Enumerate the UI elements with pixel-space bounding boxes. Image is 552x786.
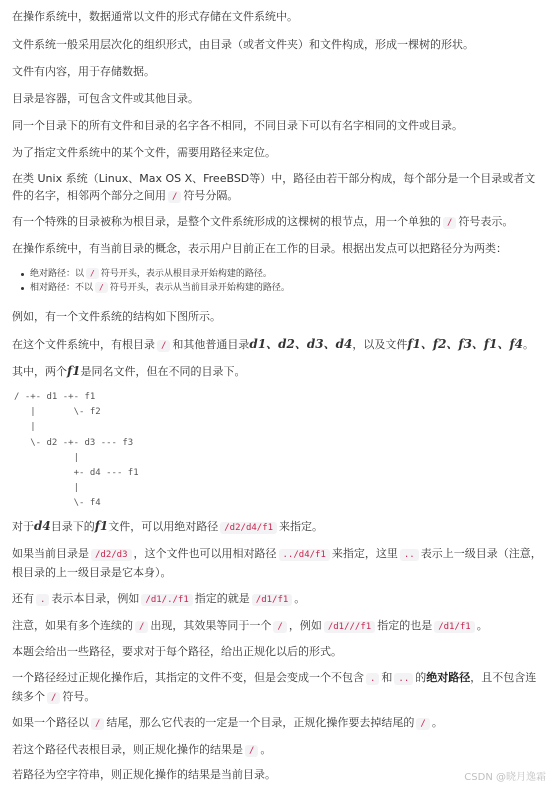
paragraph-names: 同一个目录下的所有文件和目录的名字各不相同，不同目录下可以有名字相同的文件或目录。 — [12, 119, 463, 132]
text: 一个路径经过正规化操作后，其指定的文件不变，但是会变成一个不包含 — [12, 671, 364, 684]
text: 符号表示。 — [458, 215, 514, 228]
text: 来指定，这里 — [331, 547, 398, 560]
text: 相对路径：不以 — [30, 283, 94, 293]
code-slash: / — [245, 745, 258, 757]
text: 符号分隔。 — [183, 189, 239, 202]
text: 符号开头，表示从当前目录开始构建的路径。 — [109, 283, 290, 293]
text: 若这个路径代表根目录，则正规化操作的结果是 — [12, 743, 243, 756]
text: 还有 — [12, 592, 34, 605]
paragraph-current-dir: 在操作系统中，有当前目录的概念，表示用户目前正在工作的目录。根据出发点可以把路径分为两类： — [12, 242, 507, 255]
paragraph-file: 文件有内容，用于存储数据。 — [12, 65, 155, 78]
paragraph-empty-path: 若路径为空字符串，则正规化操作的结果是当前目录。 — [12, 768, 276, 781]
text: 。 — [260, 743, 272, 756]
math-f1: f1 — [67, 364, 81, 378]
text: 。 — [476, 619, 488, 632]
text: 符号开头，表示从根目录开始构建的路径。 — [100, 269, 272, 279]
text: 的 — [415, 671, 427, 684]
code-dotdot: .. — [400, 549, 419, 561]
text: 文件，可以用绝对路径 — [108, 520, 219, 533]
text: 是同名文件，但在不同的目录下。 — [80, 365, 246, 378]
code-slash: / — [95, 282, 108, 293]
text: 其中，两个 — [12, 365, 67, 378]
code-dotdot: .. — [394, 673, 413, 685]
path-type-list — [20, 267, 544, 295]
paragraph-example: 例如，有一个文件系统的结构如下图所示。 — [12, 310, 221, 323]
code-dot: . — [36, 594, 49, 606]
code-path: ../d4/f1 — [279, 549, 330, 561]
code-path: /d1/f1 — [252, 594, 293, 606]
list-item — [20, 267, 544, 281]
text: ，且不包含连续多个 — [12, 671, 537, 703]
text: 。 — [294, 592, 306, 605]
text: 表示本目录，例如 — [51, 592, 140, 605]
text: ，以及文件 — [352, 338, 408, 351]
text: 出现，其效果等同于一个 — [150, 619, 272, 632]
paragraph-root-result — [12, 743, 546, 758]
code-slash: / — [416, 718, 429, 730]
text: 指定的也是 — [377, 619, 433, 632]
text: 如果当前目录是 — [12, 547, 89, 560]
paragraph-normalize — [12, 669, 546, 707]
math-files: f1、f2、f3、f1、f4 — [407, 337, 523, 351]
paragraph-root — [12, 215, 546, 230]
text: 来指定。 — [279, 520, 324, 533]
text: 指定的就是 — [194, 592, 250, 605]
text: 符号。 — [62, 690, 96, 703]
code-slash: / — [273, 621, 286, 633]
paragraph-structure — [12, 337, 546, 353]
text: 和 — [381, 671, 393, 684]
text: 注意，如果有多个连续的 — [12, 619, 133, 632]
text: 在类 Unix 系统（Linux、Max OS X、FreeBSD等）中，路径由若干部分构成，每个部分是一个目录或者文件的名字，相邻两个部分之间用 — [12, 172, 536, 202]
text: 。 — [522, 338, 534, 351]
text: 在这个文件系统中，有根目录 — [12, 338, 155, 351]
text: ，例如 — [288, 619, 322, 632]
code-path: /d1/./f1 — [141, 594, 192, 606]
text: 有一个特殊的目录被称为根目录，是整个文件系统形成的这棵树的根节点，用一个单独的 — [12, 215, 441, 228]
paragraph-relative-example — [12, 545, 546, 581]
paragraph-filesystem: 文件系统一般采用层次化的组织形式，由目录（或者文件夹）和文件构成，形成一棵树的形状。 — [12, 38, 474, 51]
paragraph-trailing-slash — [12, 716, 546, 731]
math-dirs: d1、d2、d3、d4 — [249, 337, 353, 351]
code-slash: / — [91, 718, 104, 730]
code-slash: / — [157, 340, 170, 352]
text: 结尾，那么它代表的一定是一个目录，正规化操作要去掉结尾的 — [106, 716, 415, 729]
code-slash: / — [168, 191, 181, 203]
math-d4: d4 — [34, 519, 51, 533]
text: ，这个文件也可以用相对路径 — [133, 547, 277, 560]
code-path: /d1/f1 — [434, 621, 475, 633]
paragraph-multi-slash — [12, 619, 546, 634]
code-path: /d2/d3 — [91, 549, 132, 561]
text: 和其他普通目录 — [172, 338, 250, 351]
list-item — [20, 281, 544, 295]
code-path: /d2/d4/f1 — [220, 522, 277, 534]
bold-absolute-path: 绝对路径 — [426, 671, 471, 684]
code-slash: / — [86, 268, 99, 279]
text: 目录下的 — [50, 520, 95, 533]
text: 对于 — [12, 520, 34, 533]
math-f1: f1 — [94, 519, 109, 533]
code-dot: . — [366, 673, 379, 685]
code-path: /d1///f1 — [324, 621, 375, 633]
paragraph-absolute-example — [12, 519, 546, 535]
code-slash: / — [47, 692, 60, 704]
csdn-watermark: CSDN @晓月逸霜 — [464, 772, 546, 783]
text: 。 — [431, 716, 443, 729]
paragraph-unix-path — [12, 170, 546, 206]
text: 如果一个路径以 — [12, 716, 89, 729]
paragraph-directory: 目录是容器，可包含文件或其他目录。 — [12, 92, 199, 105]
code-slash: / — [135, 621, 148, 633]
directory-tree: / -+- d1 -+- f1 | \- f2 | \- d2 -+- d3 --- f3 | +- d4 --- f1 | \- f4 — [14, 392, 139, 509]
paragraph-dot — [12, 592, 546, 607]
paragraph-task: 本题会给出一些路径，要求对于每个路径，给出正规化以后的形式。 — [12, 645, 342, 658]
paragraph-intro: 在操作系统中，数据通常以文件的形式存储在文件系统中。 — [12, 10, 298, 23]
text: 表示上一级目录（注意，根目录的上一级目录是它本身）。 — [12, 547, 542, 579]
code-slash: / — [443, 217, 456, 229]
text: 绝对路径：以 — [30, 269, 85, 279]
paragraph-same-name — [12, 364, 546, 379]
paragraph-path-intro: 为了指定文件系统中的某个文件，需要用路径来定位。 — [12, 146, 276, 159]
